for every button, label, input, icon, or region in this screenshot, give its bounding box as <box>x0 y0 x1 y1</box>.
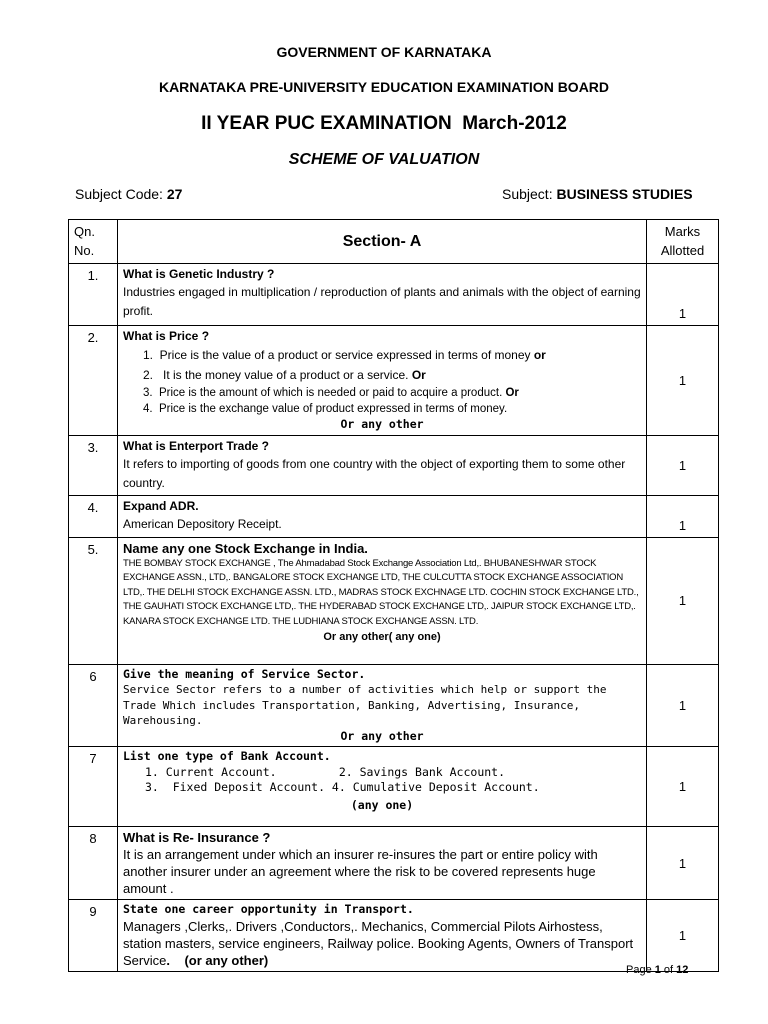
answer-text: It refers to importing of goods from one country with the object of exporting them to some other country. <box>123 456 626 490</box>
list-item <box>123 385 641 401</box>
section-header: Section- A <box>118 220 647 264</box>
question-number: 9 <box>69 900 118 972</box>
or-label: Or <box>411 368 426 382</box>
table-row <box>69 435 719 495</box>
page-label: Page <box>626 964 655 976</box>
answer-text: Service Sector refers to a number of activities which help or support the Trade Which includes Transportation, Banking, Advertising, Insurance, Warehousing. <box>123 683 607 727</box>
qn-header <box>69 220 118 264</box>
question-text: What is Genetic Industry ? <box>123 267 275 281</box>
question-number: 4. <box>69 495 118 537</box>
marks-value: 1 <box>647 747 719 827</box>
any-other-note: Or any other <box>340 728 424 743</box>
marks-value: 1 <box>647 537 719 664</box>
question-cell <box>118 827 647 900</box>
marks-value: 1 <box>647 264 719 326</box>
table-header-row <box>69 220 719 264</box>
answer-main: Managers ,Clerks,. Drivers ,Conductors,. Mechanics, Commercial Pilots Airhostess, station masters, service engineers, Railway police. Booking Agents, Owners of Transport Service <box>123 918 634 968</box>
marks-value: 1 <box>647 326 719 436</box>
question-text: Name any one Stock Exchange in India. <box>123 540 368 556</box>
table-row <box>69 747 719 827</box>
page-total: 12 <box>676 964 689 976</box>
marks-header-line1: Marks <box>664 224 701 239</box>
question-text: What is Re- Insurance ? <box>123 830 271 845</box>
or-label: or <box>533 348 546 362</box>
table-row <box>69 900 719 972</box>
answer-text <box>123 918 641 969</box>
question-number: 6 <box>69 664 118 747</box>
question-cell <box>118 326 647 436</box>
question-text: Expand ADR. <box>123 498 199 513</box>
question-text: List one type of Bank Account. <box>123 749 331 763</box>
list-item-text: 1. Price is the value of a product or service expressed in terms of money <box>143 348 534 362</box>
question-cell <box>118 664 647 747</box>
question-number: 2. <box>69 326 118 436</box>
question-text: Give the meaning of Service Sector. <box>123 666 366 681</box>
question-number: 5. <box>69 537 118 664</box>
question-number: 8 <box>69 827 118 900</box>
any-other-note: Or any other <box>340 417 424 431</box>
list-item: 1. Current Account. 2. Savings Bank Account. <box>145 764 506 779</box>
answer-end: . <box>166 952 170 968</box>
marks-value: 1 <box>647 435 719 495</box>
exam-heading: II YEAR PUC EXAMINATION March-2012 <box>201 113 567 134</box>
subject-code-label: Subject Code: <box>75 186 167 202</box>
marks-value: 1 <box>647 495 719 537</box>
marks-header <box>647 220 719 264</box>
answer-text: Industries engaged in multiplication / reproduction of plants and animals with the object of earning profit. <box>123 285 641 318</box>
table-row <box>69 664 719 747</box>
answer-text: It is an arrangement under which an insurer re-insures the part or entire policy with another insurer under an agreement where the risk to be covered represents huge amount . <box>123 847 598 896</box>
list-item <box>123 345 641 365</box>
scheme-heading: SCHEME OF VALUATION <box>288 151 480 168</box>
marks-value: 1 <box>647 827 719 900</box>
any-other-note: Or any other( any one) <box>323 631 441 644</box>
subject-code-value: 27 <box>166 186 183 202</box>
page-number: 1 <box>654 964 661 976</box>
valuation-table <box>68 219 719 972</box>
question-number: 3. <box>69 435 118 495</box>
list-item: 4. Price is the exchange value of product expressed in terms of money. <box>143 403 508 415</box>
qn-header-line2: No. <box>74 243 95 258</box>
page-footer <box>626 964 688 976</box>
question-cell <box>118 435 647 495</box>
question-cell <box>118 537 647 664</box>
question-text: What is Enterport Trade ? <box>123 438 270 453</box>
any-other-note: (or any other) <box>184 952 269 968</box>
marks-value: 1 <box>647 900 719 972</box>
table-row <box>69 827 719 900</box>
of-label: of <box>660 964 677 976</box>
question-number: 7 <box>69 747 118 827</box>
table-row <box>69 326 719 436</box>
any-other-note: (any one) <box>350 797 414 812</box>
subject-name-value: BUSINESS STUDIES <box>556 186 693 202</box>
marks-value: 1 <box>647 664 719 747</box>
list-item: 3. Fixed Deposit Account. 4. Cumulative Deposit Account. <box>145 780 540 794</box>
list-item-text: 2. It is the money value of a product or a service. <box>143 368 412 382</box>
question-number: 1. <box>69 264 118 326</box>
subject-name-label: Subject: <box>502 186 557 202</box>
table-row <box>69 495 719 537</box>
or-label: Or <box>505 387 519 399</box>
qn-header-line1: Qn. <box>74 224 95 239</box>
answer-text: American Depository Receipt. <box>123 516 282 531</box>
board-heading: KARNATAKA PRE-UNIVERSITY EDUCATION EXAMINATION BOARD <box>158 79 610 95</box>
table-row <box>69 537 719 664</box>
question-cell <box>118 900 647 972</box>
list-item-text: 3. Price is the amount of which is needed or paid to acquire a product. <box>143 387 506 399</box>
question-cell <box>118 264 647 326</box>
subject-name <box>502 186 693 202</box>
subject-code <box>75 186 182 202</box>
marks-header-line2: Allotted <box>660 243 705 258</box>
answer-text: THE BOMBAY STOCK EXCHANGE , The Ahmadabad Stock Exchange Association Ltd,. BHUBANESHWAR STOCK EXCHANGE ASSN., LTD,. BANGALORE STOCK EXCHANGE LTD, THE CULCUTTA STOCK EXCHANGE ASSOCIATION LTD,. THE DELHI STOCK EXCHANGE ASSN. LTD., MADRAS STOCK EXCHNAGE LTD. COCHIN STOCK EXCHANGE LTD., THE GAUHATI STOCK EXCHANGE LTD,. THE HYDERABAD STOCK EXCHANGE LTD,. JAIPUR STOCK EXCHANGE LTD,. KANARA STOCK EXCHANGE LTD. THE LUDHIANA STOCK EXCHANGE ASSN. LTD. <box>123 557 639 627</box>
question-text: State one career opportunity in Transport. <box>123 902 414 916</box>
government-heading: GOVERNMENT OF KARNATAKA <box>276 44 492 60</box>
question-cell <box>118 495 647 537</box>
question-text: What is Price ? <box>123 329 210 343</box>
table-row <box>69 264 719 326</box>
question-cell <box>118 747 647 827</box>
list-item <box>123 365 641 385</box>
